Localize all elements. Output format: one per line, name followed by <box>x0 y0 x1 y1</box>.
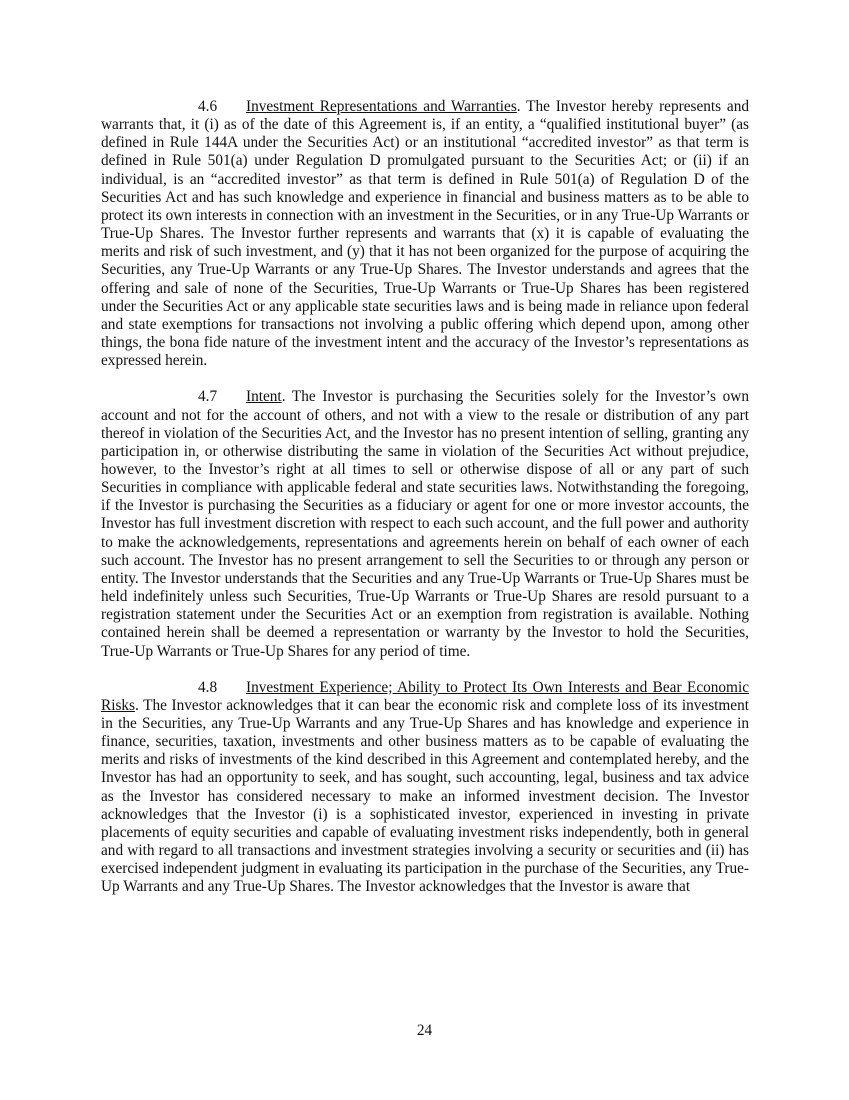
section-number: 4.6 <box>198 98 218 115</box>
section-title: Intent <box>246 388 282 406</box>
section-4-7 <box>101 388 749 660</box>
section-title: Investment Representations and Warranties <box>246 98 517 115</box>
page-number: 24 <box>416 1022 433 1039</box>
section-body: . The Investor hereby represents and warrants that, it (i) as of the date of this Agreement is, if an entity, a “qualified institutional buyer” (as defined in Rule 144A under the Securities Act) or an institutional “accredited investor” as that term is defined in Rule 501(a) under Regulation D promulgated pursuant to the Securities Act; or (ii) if an individual, is an “accredited investor” as that term is defined in Rule 501(a) of Regulation D of the Securities Act and has such knowledge and experience in financial and business matters as to be able to protect its own interests in connection with an investment in the Securities, or in any True-Up Warrants or True-Up Shares. The Investor further represents and warrants that (x) it is capable of evaluating the merits and risk of such investment, and (y) that it has not been organized for the purpose of acquiring the Securities, any True-Up Warrants or any True-Up Shares. The Investor understands and agrees that the offering and sale of none of the Securities, True-Up Warrants or True-Up Shares has been registered under the Securities Act or any applicable state securities laws and is being made in reliance upon federal and state exemptions for transactions not involving a public offering which depend upon, among other things, the bona fide nature of the investment intent and the accuracy of the Investor’s representations as expressed herein. <box>101 98 749 370</box>
section-4-6 <box>101 98 749 370</box>
section-number: 4.7 <box>198 388 218 406</box>
section-4-8 <box>101 679 749 897</box>
document-page <box>101 98 749 915</box>
section-title: Investment Experience; Ability to Protect Its Own Interests and Bear Economic Risks <box>101 678 749 714</box>
section-body: . The Investor is purchasing the Securities solely for the Investor’s own account and not for the account of others, and not with a view to the resale or distribution of any part thereof in violation of the Securities Act, and the Investor has no present intention of selling, granting any participation in, or otherwise distributing the same in violation of the Securities Act without prejudice, however, to the Investor’s right at all times to sell or otherwise dispose of all or any part of such Securities in compliance with applicable federal and state securities laws. Notwithstanding the foregoing, if the Investor is purchasing the Securities as a fiduciary or agent for one or more investor accounts, the Investor has full investment discretion with respect to each such account, and the full power and authority to make the acknowledgements, representations and agreements herein on behalf of each owner of each such account. The Investor has no present arrangement to sell the Securities to or through any person or entity. The Investor understands that the Securities and any True-Up Warrants or True-Up Shares must be held indefinitely unless such Securities, True-Up Warrants or True-Up Shares are resold pursuant to a registration statement under the Securities Act or an exemption from registration is available. Nothing contained herein shall be deemed a representation or warranty by the Investor to hold the Securities, True-Up Warrants or True-Up Shares for any period of time. <box>101 388 749 660</box>
section-number: 4.8 <box>198 678 218 696</box>
section-body: . The Investor acknowledges that it can bear the economic risk and complete loss of its investment in the Securities, any True-Up Warrants and any True-Up Shares and has knowledge and experience in finance, securities, taxation, investments and other business matters as to be capable of evaluating the merits and risks of investments of the kind described in this Agreement and contemplated hereby, and the Investor has had an opportunity to seek, and has sought, such accounting, legal, business and tax advice as the Investor has considered necessary to make an informed investment decision. The Investor acknowledges that the Investor (i) is a sophisticated investor, experienced in investing in private placements of equity securities and capable of evaluating investment risks independently, both in general and with regard to all transactions and investment strategies involving a security or securities and (ii) has exercised independent judgment in evaluating its participation in the purchase of the Securities, any True-Up Warrants and any True-Up Shares. The Investor acknowledges that the Investor is aware that <box>101 696 749 896</box>
